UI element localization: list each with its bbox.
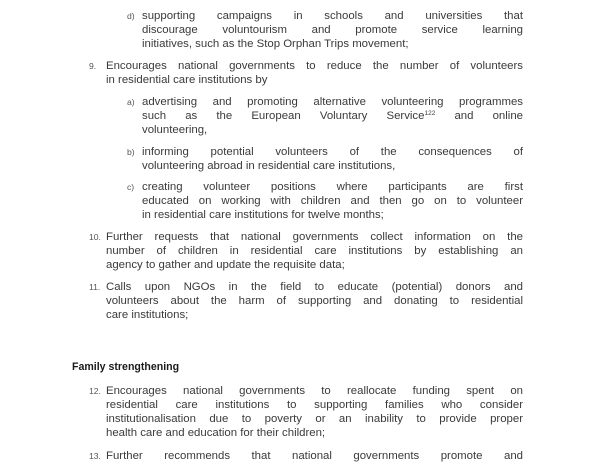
item-a-line-1: advertising and promoting alternative volunteering programmes xyxy=(142,96,523,108)
item-c-line-3: in residential care institutions for twelve months; xyxy=(142,209,384,221)
item-a-marker: a) xyxy=(127,97,135,107)
item-11-line-3: care institutions; xyxy=(106,309,189,321)
item-a-line-2-text: such as the European Voluntary Service xyxy=(142,110,425,122)
item-12-line-3: institutionalisation due to poverty or an inability to provide proper xyxy=(106,413,523,425)
item-b-marker: b) xyxy=(127,147,135,157)
item-a-line-2-tail: and online xyxy=(435,110,523,122)
item-c-marker: c) xyxy=(127,182,135,192)
item-9-line-1: Encourages national governments to reduce the number of volunteers xyxy=(106,60,523,72)
item-9-marker: 9. xyxy=(89,61,97,71)
item-d-line-3: initiatives, such as the Stop Orphan Trips movement; xyxy=(142,38,409,50)
item-10-marker: 10. xyxy=(89,232,101,242)
item-10-line-3: agency to gather and update the requisite data; xyxy=(106,259,345,271)
item-12-line-1: Encourages national governments to reallocate funding spent on xyxy=(106,385,523,397)
item-10-line-2: number of children in residential care institutions by establishing an xyxy=(106,245,523,257)
item-11-marker: 11. xyxy=(89,282,101,292)
item-c-line-1: creating volunteer positions where participants are first xyxy=(142,181,523,193)
item-12-line-4: health care and education for their children; xyxy=(106,427,326,439)
item-c-line-2: educated on working with children and then go on to volunteer xyxy=(142,195,523,207)
item-a-line-3: volunteering, xyxy=(142,124,208,136)
section-heading-family-strengthening: Family strengthening xyxy=(72,361,180,373)
item-b-line-2: volunteering abroad in residential care institutions, xyxy=(142,160,396,172)
footnote-122[interactable]: 122 xyxy=(424,110,436,117)
item-d-line-2: discourage voluntourism and promote service learning xyxy=(142,24,523,36)
item-b-line-1: informing potential volunteers of the consequences of xyxy=(142,146,523,158)
item-12-marker: 12. xyxy=(89,386,101,396)
item-d-line-1: supporting campaigns in schools and universities that xyxy=(142,10,523,22)
item-9-line-2: in residential care institutions by xyxy=(106,74,268,86)
item-10-line-1: Further requests that national governments collect information on the xyxy=(106,231,523,243)
item-d-marker: d) xyxy=(127,11,135,21)
item-11-line-2: volunteers about the harm of supporting and donating to residential xyxy=(106,295,523,307)
item-13-marker: 13. xyxy=(89,451,101,461)
item-12-line-2: residential care institutions to supporting families who consider xyxy=(106,399,523,411)
item-13-line-1: Further recommends that national governments promote and xyxy=(106,450,523,462)
item-11-line-1: Calls upon NGOs in the field to educate (potential) donors and xyxy=(106,281,523,293)
item-a-line-2 xyxy=(142,109,523,123)
